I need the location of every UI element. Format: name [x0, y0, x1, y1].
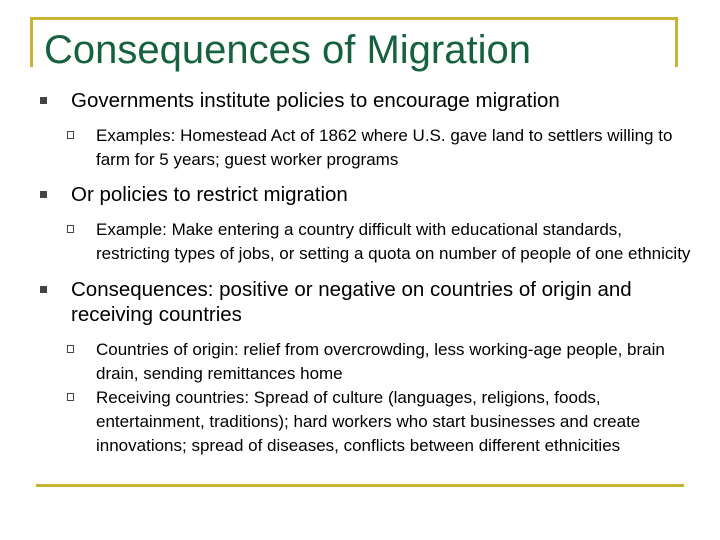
bullet-item-3: [38, 277, 698, 327]
bullet-item-2: [38, 182, 698, 207]
sub-bullet-text: Receiving countries: Spread of culture (languages, religions, foods, entertainment, traditions); hard workers who start businesses and create innovations; spread of diseases, conflicts between different ethnicities: [96, 387, 641, 455]
bullet-text: Or policies to restrict migration: [71, 183, 348, 207]
sub-bullet-item: [38, 218, 698, 266]
square-bullet-icon: [40, 286, 47, 293]
hollow-square-bullet-icon: [67, 393, 74, 401]
slide-title: Consequences of Migration: [44, 28, 531, 72]
hollow-square-bullet-icon: [67, 131, 74, 139]
square-bullet-icon: [40, 97, 47, 104]
hollow-square-bullet-icon: [67, 225, 74, 233]
sub-bullet-item: [38, 386, 698, 458]
sub-bullet-item: [38, 338, 698, 386]
bullet-item-1: [38, 88, 698, 113]
bullet-list: [38, 88, 698, 458]
sub-bullet-text: Countries of origin: relief from overcrowding, less working-age people, brain drain, sending remittances home: [96, 339, 665, 383]
frame-right-line: [675, 17, 678, 67]
hollow-square-bullet-icon: [67, 345, 74, 353]
frame-top-line: [30, 17, 678, 20]
sub-bullet-text: Examples: Homestead Act of 1862 where U.S. gave land to settlers willing to farm for 5 years; guest worker programs: [96, 126, 673, 170]
frame-left-line: [30, 17, 33, 67]
sub-bullet-text: Example: Make entering a country difficult with educational standards, restricting types of jobs, or setting a quota on number of people of one ethnicity: [96, 220, 691, 264]
bottom-rule: [36, 484, 684, 487]
bullet-text: Governments institute policies to encourage migration: [71, 89, 560, 112]
bullet-text: Consequences: positive or negative on countries of origin and receiving countries: [71, 277, 632, 326]
sub-bullet-item: [38, 124, 698, 172]
square-bullet-icon: [40, 191, 47, 198]
